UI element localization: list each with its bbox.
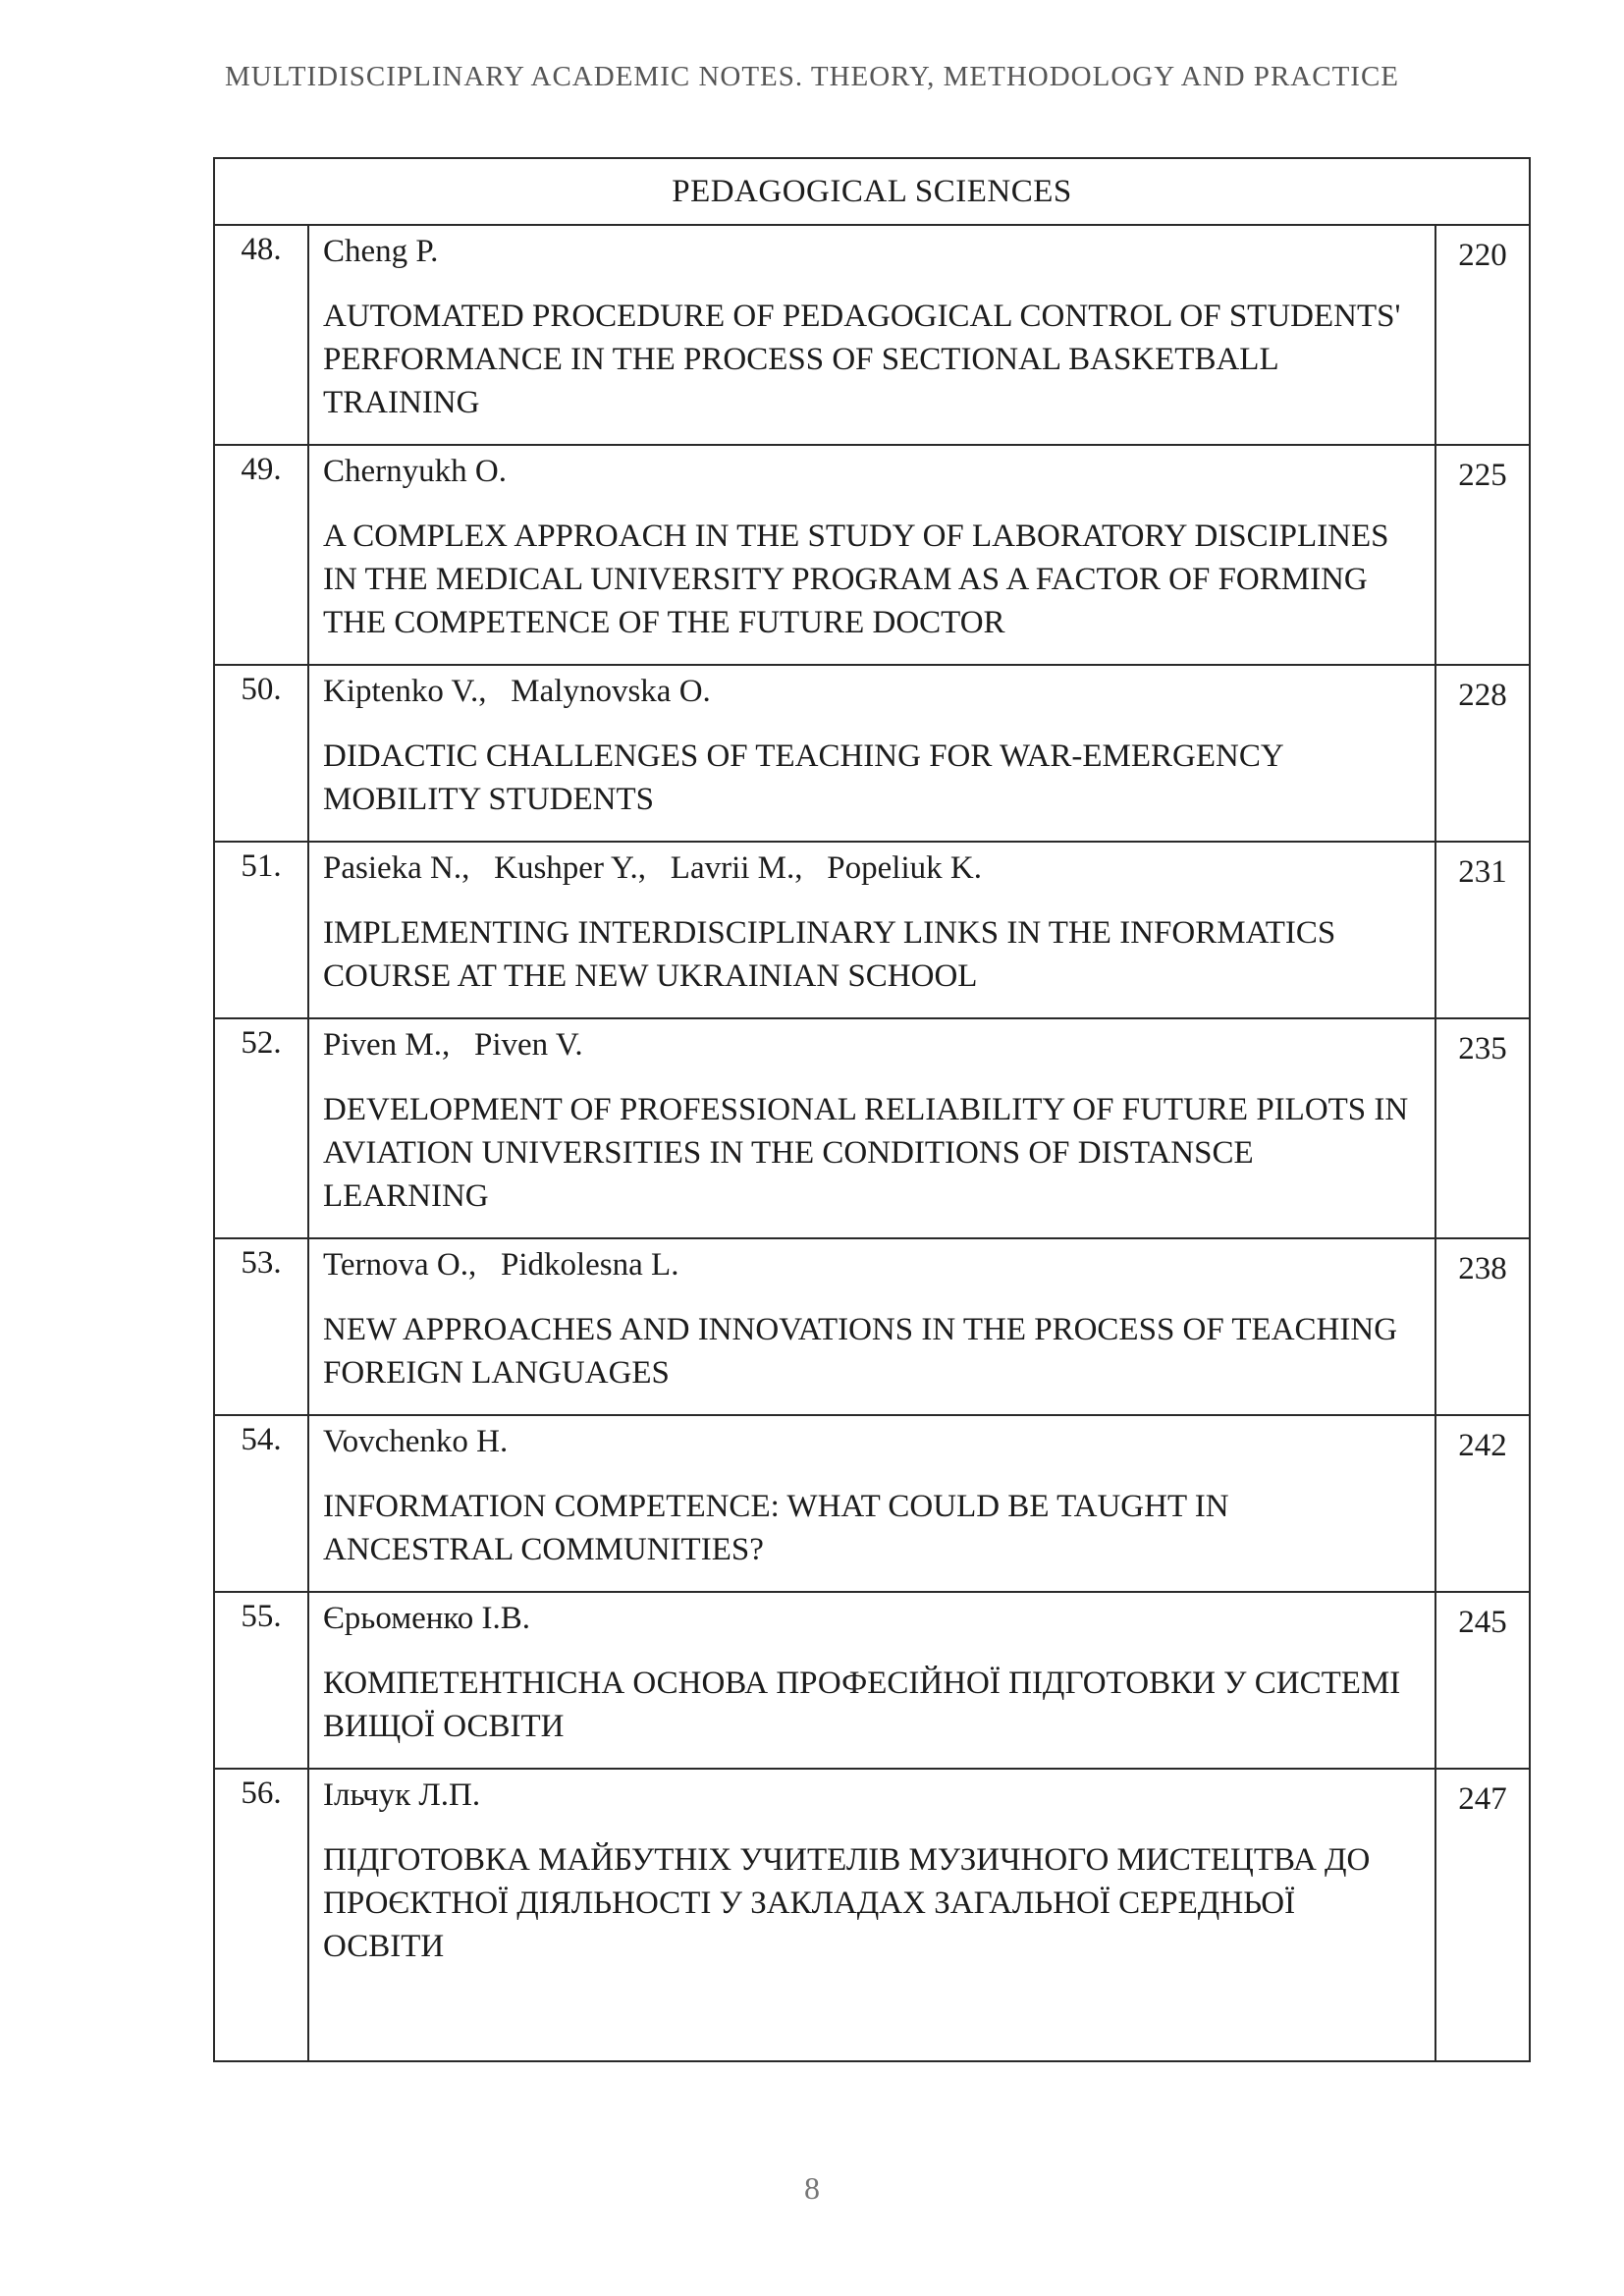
entry-content	[308, 1238, 1435, 1415]
entry-title: DEVELOPMENT OF PROFESSIONAL RELIABILITY OF FUTURE PILOTS IN AVIATION UNIVERSITIES IN THE CONDITIONS OF DISTANSCE LEARNING	[323, 1092, 1409, 1214]
entry-content	[308, 225, 1435, 445]
entry-page: 225	[1435, 445, 1530, 665]
page-number: 8	[804, 2170, 820, 2206]
entry-authors: Єрьоменко І.В.	[323, 1601, 531, 1636]
entry-page: 235	[1435, 1018, 1530, 1238]
entry-content	[308, 1018, 1435, 1238]
entry-title: DIDACTIC CHALLENGES OF TEACHING FOR WAR-EMERGENCY MOBILITY STUDENTS	[323, 738, 1283, 817]
entry-number: 49.	[214, 445, 308, 665]
entry-title: NEW APPROACHES AND INNOVATIONS IN THE PROCESS OF TEACHING FOREIGN LANGUAGES	[323, 1312, 1398, 1391]
toc-row	[214, 1415, 1530, 1592]
entry-page: 245	[1435, 1592, 1530, 1769]
entry-number: 53.	[214, 1238, 308, 1415]
entry-authors: Vovchenko H.	[323, 1424, 509, 1459]
entry-number: 52.	[214, 1018, 308, 1238]
entry-page: 247	[1435, 1769, 1530, 2061]
entry-number: 56.	[214, 1769, 308, 2061]
entry-number: 51.	[214, 842, 308, 1018]
toc-row	[214, 842, 1530, 1018]
entry-page: 220	[1435, 225, 1530, 445]
entry-page: 228	[1435, 665, 1530, 842]
entry-number: 48.	[214, 225, 308, 445]
entry-authors: Cheng P.	[323, 234, 439, 269]
entry-authors: Chernyukh O.	[323, 454, 507, 489]
entry-content	[308, 445, 1435, 665]
toc-row	[214, 1238, 1530, 1415]
toc-row	[214, 1592, 1530, 1769]
entry-title: ПІДГОТОВКА МАЙБУТНІХ УЧИТЕЛІВ МУЗИЧНОГО МИСТЕЦТВА ДО ПРОЄКТНОЇ ДІЯЛЬНОСТІ У ЗАКЛАДАХ ЗАГАЛЬНОЇ СЕРЕДНЬОЇ ОСВІТИ	[323, 1842, 1371, 1964]
entry-authors: Ternova O., Pidkolesna L.	[323, 1247, 679, 1283]
toc-row	[214, 225, 1530, 445]
entry-authors: Kiptenko V., Malynovska O.	[323, 674, 711, 709]
entry-page: 242	[1435, 1415, 1530, 1592]
entry-page: 238	[1435, 1238, 1530, 1415]
entry-title: IMPLEMENTING INTERDISCIPLINARY LINKS IN THE INFORMATICS COURSE AT THE NEW UKRAINIAN SCHOOL	[323, 915, 1336, 994]
entry-content	[308, 1592, 1435, 1769]
entry-number: 55.	[214, 1592, 308, 1769]
entry-authors: Pasieka N., Kushper Y., Lavrii M., Popeliuk K.	[323, 850, 982, 886]
entry-title: A COMPLEX APPROACH IN THE STUDY OF LABORATORY DISCIPLINES IN THE MEDICAL UNIVERSITY PROGRAM AS A FACTOR OF FORMING THE COMPETENCE OF THE FUTURE DOCTOR	[323, 519, 1389, 640]
section-title: PEDAGOGICAL SCIENCES	[214, 158, 1530, 225]
entry-title: INFORMATION COMPETENCE: WHAT COULD BE TAUGHT IN ANCESTRAL COMMUNITIES?	[323, 1489, 1229, 1567]
toc-row	[214, 1769, 1530, 2061]
entry-title: КОМПЕТЕНТНІСНА ОСНОВА ПРОФЕСІЙНОЇ ПІДГОТОВКИ У СИСТЕМІ ВИЩОЇ ОСВІТИ	[323, 1666, 1401, 1744]
entry-title: AUTOMATED PROCEDURE OF PEDAGOGICAL CONTROL OF STUDENTS' PERFORMANCE IN THE PROCESS OF SECTIONAL BASKETBALL TRAINING	[323, 299, 1401, 420]
table-of-contents	[213, 157, 1531, 2062]
entry-content	[308, 842, 1435, 1018]
entry-authors: Ільчук Л.П.	[323, 1777, 481, 1813]
entry-number: 50.	[214, 665, 308, 842]
toc-row	[214, 1018, 1530, 1238]
entry-authors: Piven M., Piven V.	[323, 1027, 583, 1063]
section-header-row	[214, 158, 1530, 225]
entry-page: 231	[1435, 842, 1530, 1018]
entry-content	[308, 1769, 1435, 2061]
toc-row	[214, 665, 1530, 842]
running-header: MULTIDISCIPLINARY ACADEMIC NOTES. THEORY, METHODOLOGY AND PRACTICE	[225, 61, 1399, 92]
entry-number: 54.	[214, 1415, 308, 1592]
toc-row	[214, 445, 1530, 665]
entry-content	[308, 1415, 1435, 1592]
entry-content	[308, 665, 1435, 842]
